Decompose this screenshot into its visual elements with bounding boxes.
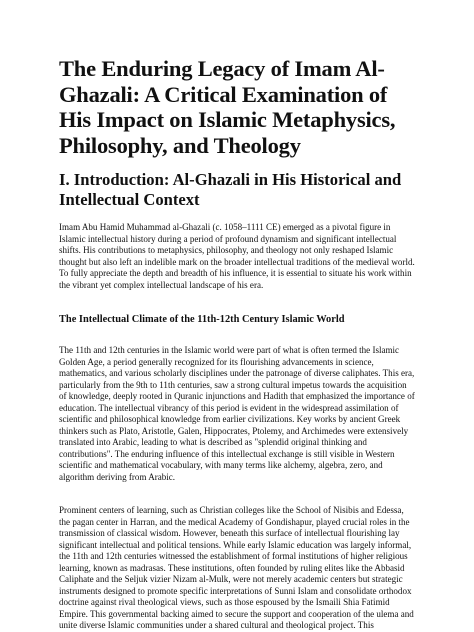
- subsection-heading: The Intellectual Climate of the 11th-12th Century Islamic World: [59, 314, 345, 325]
- centers-paragraph: Prominent centers of learning, such as Christian colleges like the School of Nisibis and Edessa, the pagan center in Harran, and the medical Academy of Gondishapur, played crucial roles in the transmission of classical wisdom. However, beneath this surface of intellectual flourishing lay significant intellectual and political tensions. While early Islamic education was largely informal, the 11th and 12th centuries witnessed the establishment of formal institutions of higher religious learning, known as madrasas. These institutions, often founded by ruling elites like the Abbasid Caliphate and the Seljuk vizier Nizam al-Mulk, were not merely academic centers but strategic instruments designed to promote specific interpretations of Sunni Islam and consolidate orthodox doctrine against rival theological views, such as those espoused by the Ismaili Shia Fatimid Empire. This governmental backing aimed to secure the support and cooperation of the ulema and unite diverse Islamic communities under a shared cultural and theological project. This: [59, 505, 414, 630]
- climate-paragraph: The 11th and 12th centuries in the Islamic world were part of what is often termed the Islamic Golden Age, a period generally recognized for its flourishing advancements in science, mathematics, and various scholarly disciplines under the patronage of diverse caliphates. This era, particularly from the 9th to 11th centuries, saw a strong cultural impetus towards the acquisition of knowledge, deeply rooted in Quranic injunctions and Hadith that emphasized the importance of education. The intellectual vibrancy of this period is evident in the widespread assimilation of scientific and philosophical knowledge from earlier civilizations. Key works by ancient Greek thinkers such as Plato, Aristotle, Galen, Hippocrates, Ptolemy, and Archimedes were extensively translated into Arabic, leading to what is described as "splendid original thinking and contributions". The enduring influence of this intellectual exchange is still visible in Western scientific and mathematical vocabulary, with many terms like alchemy, algebra, zero, and algorithm deriving from Arabic.: [59, 345, 415, 482]
- section-heading: I. Introduction: Al-Ghazali in His Historical and Intellectual Context: [59, 170, 402, 209]
- document-title: The Enduring Legacy of Imam Al-Ghazali: A Critical Examination of His Impact on Islamic Metaphysics, Philosophy, and Theology: [59, 56, 396, 158]
- intro-paragraph: Imam Abu Hamid Muhammad al-Ghazali (c. 1058–1111 CE) emerged as a pivotal figure in Islamic intellectual history during a period of profound dynamism and significant intellectual shifts. His contributions to metaphysics, philosophy, and theology not only reshaped Islamic thought but also left an indelible mark on the broader intellectual traditions of the medieval world. To fully appreciate the depth and breadth of his influence, it is essential to situate his work within the vibrant yet complex intellectual landscape of his era.: [59, 222, 415, 290]
